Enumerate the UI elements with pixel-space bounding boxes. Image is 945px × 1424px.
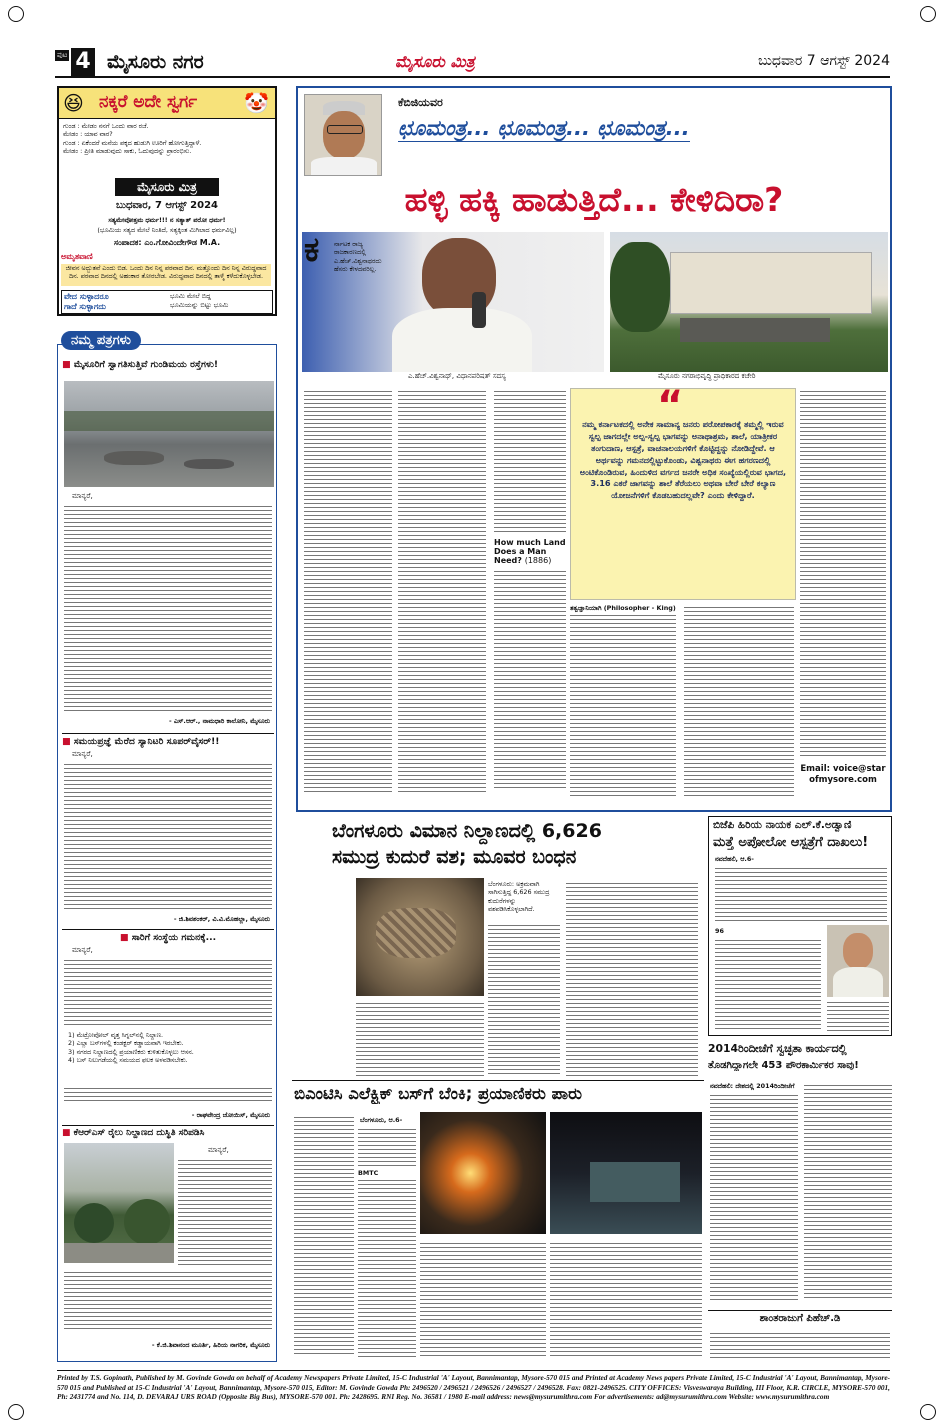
advani-story (708, 816, 892, 1036)
columnist-portrait (304, 94, 382, 176)
sanitation-dateline: ನವದೆಹಲಿ: ದೇಶದಲ್ಲಿ 2014ರಿಂದೀಚೆಗೆ (710, 1082, 795, 1090)
muda-office-photo (610, 232, 888, 372)
road-potholes-photo (64, 381, 274, 487)
railway-station-photo (64, 1143, 174, 1263)
letter-1-title (62, 359, 274, 370)
advani-body-1 (715, 865, 887, 923)
letter-4-title (62, 1125, 274, 1138)
column-series-title: ಛೂಮಂತ್ರ... ಛೂಮಂತ್ರ... ಛೂಮಂತ್ರ... (398, 116, 690, 140)
english-question (494, 538, 566, 565)
column-article (296, 86, 892, 812)
verse-right: ಭೂಮಿ ಮೇಲೆ ಬಿದ್ದ ಭೂಮಿಯನ್ನು ಬಿಟ್ಟು ಭೂಮಿ (170, 292, 229, 309)
bullet-square-icon: ■ (119, 932, 129, 943)
phd-body (710, 1330, 890, 1360)
pull-quote (570, 383, 796, 600)
column-headline: ಹಳ್ಳಿ ಹಕ್ಕಿ ಹಾಡುತ್ತಿದೆ... ಕೇಳಿದಿರಾ? (404, 180, 784, 219)
column-body-6 (800, 388, 886, 758)
page-label: ಪುಟ (57, 51, 68, 59)
registration-mark-icon (920, 6, 936, 22)
airport-headline-2: ಸಮುದ್ರ ಕುದುರೆ ವಶ; ಮೂವರ ಬಂಧನ (332, 846, 577, 868)
letter-3-body-2 (64, 1085, 272, 1107)
motto: ಸತ್ಯಮೇವೋತ್ತಮ ಧರ್ಮ!!! ನ ಸತ್ಯಾತ್ ಪರೋ ಧರ್ಮ! (108, 216, 226, 224)
letter-title-text: ಸಾರಿಗೆ ಸಂಸ್ಥೆಯ ಗಮನಕ್ಕೆ... (131, 932, 217, 943)
column-email: Email: voice@starofmysore.com (800, 764, 886, 786)
philosopher-note: ತತ್ವಜ್ಞಾನಿಯಾಗಿ (Philosopher - King) (570, 604, 676, 612)
airport-body-1 (488, 922, 560, 1076)
dialogue-line: ಗುಂಡ : ಏಕೆಂದರೆ ಮನೆಯ ಪಕ್ಕದ ಹುಡುಗಿ ಊರಿಗೆ ಹೋಗುತ್ತಿದ್ದಾಳೆ. (63, 138, 202, 147)
letter-title-text: ಕೆಆರ್‌ಎಸ್ ರೈಲು ನಿಲ್ದಾಣದ ದುಸ್ಥಿತಿ ಸರಿಪಡಿಸಿ (73, 1128, 205, 1138)
question-text: How much Land Does a Man Need? (494, 538, 566, 565)
letter-4-body (178, 1157, 272, 1267)
laughing-face-icon: 😆 (63, 91, 84, 115)
bus-dateline: ಬೆಂಗಳೂರು, ಆ.6- (360, 1116, 403, 1124)
registration-mark-icon (8, 1404, 24, 1420)
dialogue-line: ಗುಂಡ : ಮೇಡಂ ನನಗೆ ಒಂದು ವಾರ ರಜೆ. (63, 122, 149, 130)
page-number: 4 (71, 48, 95, 76)
airport-headline-1: ಬೆಂಗಳೂರು ವಿಮಾನ ನಿಲ್ದಾಣದಲ್ಲಿ 6,626 (332, 820, 602, 842)
imprint-footer (57, 1370, 890, 1415)
phd-subhead: ಶಾಂತರಾಜುಗೆ ಪಿಹೆಚ್.ಡಿ (708, 1310, 892, 1324)
advani-body-3 (827, 999, 889, 1033)
editor-line: ಸಂಪಾದಕ: ಎಂ.ಗೋವಿಂದೇಗೌಡ M.A. (113, 238, 221, 247)
humour-box (57, 86, 277, 316)
list-item: 3) ನಗರದ ನಿಲ್ದಾಣದಲ್ಲಿ ಪ್ರಯಾಣಿಕರು ಕುಳಿತುಕೊಳ್ಳಲು ಆಸನ. (68, 1047, 194, 1056)
sanitation-body-2 (804, 1082, 892, 1304)
registration-mark-icon (920, 1404, 936, 1420)
bullet-square-icon: ■ (62, 736, 71, 747)
imprint-text: Printed by T.S. Gopinath, Published by M. Govinde Gowda on behalf of Academy Newspapers Private Limited, 15-C Industrial 'A' Layout, Bannimantap, Mysore-570 015 and Printed at Academy News papers Private Limited, 15-C Industrial 'A' Layout, Bannimantap, Mysore-570 015 and Published at 15-C Industrial 'A' Layout, Bannimantap, Mysore-570 015, Editor: M. Govinde Gowda Ph: 2496520 / 2496521 / 2496526 / 2496527 / 2496528. Fax: 0821-2496525. CITY OFFICES: Visveswaraya Building, III Floor, K.R. CIRCLE, MYSORE-570 001, Ph: 2431774 and No. 114, D. DEVARAJ URS ROAD (Opposite Big Bus), MYSORE-570 001. Ph: 2428695. RNI Reg. No. 36581 / 1980 E-mail address: news@mysurumithra.com For advertisements: ad@mysurumithra.com Website: www.mysurumithra.com (57, 1373, 890, 1402)
letter-2-body (64, 761, 272, 911)
nameplate-date: ಬುಧವಾರ, 7 ಆಗಸ್ಟ್ 2024 (116, 200, 218, 211)
quote-text: ನಮ್ಮ ಕರ್ನಾಟಕದಲ್ಲಿ ಅನೇಕ ಸಾಮಾನ್ಯ ಜನರು ಪರೋಪಕಾರಕ್ಕೆ ತಮ್ಮಲ್ಲಿ ಇರುವ ಸ್ವಲ್ಪ ಜಾಗದಲ್ಲೇ ಅಲ್ಪ-ಸ್ವಲ್ಪ ಭಾಗವನ್ನು ಅನಾಥಾಶ್ರಮ, ಶಾಲೆ, ಯಾತ್ರೀಕರ ತಂಗುದಾಣ, ಆಸ್ಪತ್ರೆ, ವಾಚನಾಲಯಗಳಿಗೆ ಕೊಟ್ಟಿದ್ದನ್ನು ನೋಡಿದ್ದೇವೆ. ಆ ಅರ್ಥವನ್ನು ಗಮನದಲ್ಲಿಟ್ಟುಕೊಂಡು, ವಿಶ್ವನಾಥರು ಈಗ ಹಗರಣದಲ್ಲಿ ಅಂಟಿಕೊಂಡಿರುವ, ಹಿಂದುಳಿದ ವರ್ಗದ ಜನರೇ ಅಧಿಕ ಸಂಖ್ಯೆಯಲ್ಲಿರುವ ಭಾಗದ, 3.16 ಎಕರೆ ಜಾಗವನ್ನು ಶಾಲೆ ತೆರೆಯಲು ಅಥವಾ ಬೇರೆ ಬೇರೆ ಕಲ್ಯಾಣ ಯೋಜನೆಗಳಿಗೆ ಕೊಡಬಹುದಲ್ಲವೇ? ಎಂದು ಕೇಳಿದ್ದಾರೆ. (579, 419, 787, 501)
advani-dateline: ನವದೆಹಲಿ, ಆ.6- (715, 855, 754, 863)
letter-4-salutation: ಮಾನ್ಯರೆ, (208, 1145, 229, 1154)
paper-nameplate: ಮೈಸೂರು ಮಿತ್ರ (115, 178, 219, 196)
column-body-1 (304, 388, 392, 798)
letter-3-salutation: ಮಾನ್ಯರೆ, (72, 945, 93, 954)
bus-body-3 (420, 1240, 546, 1358)
advani-age: 96 (715, 927, 724, 935)
bus-fire-photo-left (420, 1112, 546, 1234)
dialogue-line: ಮೇಡಂ : ಯಾವ ವಾರ? (63, 130, 113, 139)
bullet-square-icon: ■ (62, 359, 71, 370)
letter-1-signature: - ಎಸ್.ಆರ್., ನಾಮಧಾರಿ ಕಾಲೋನಿ, ಮೈಸೂರು (168, 717, 270, 725)
bmtc-label: BMTC (358, 1169, 379, 1177)
sanitation-headline-1: 2014ರಿಂದೀಚೆಗೆ ಸ್ವಚ್ಛತಾ ಕಾರ್ಯದಲ್ಲಿ (708, 1042, 847, 1055)
letters-section-title: ನಮ್ಮ ಪತ್ರಗಳು (61, 331, 141, 350)
bus-body-1 (294, 1114, 354, 1358)
column-byline: ಕೆಬಿಜಿಯವರ (398, 96, 443, 109)
sanitation-headline-2: ತೊಡಗಿದ್ದಾಗಲೇ 453 ಪೌರಕಾರ್ಮಿಕರ ಸಾವು! (708, 1060, 859, 1071)
humour-header (59, 88, 275, 119)
registration-mark-icon (8, 6, 24, 22)
column-body-5 (684, 604, 794, 798)
amruta-title: ಅಮೃತವಾಣಿ (61, 252, 93, 261)
motto-translation: (ಭೂಮಿಯ ಸತ್ಯದ ಮೇಲೆ ನಿಂತಿದೆ, ಸತ್ಯಕ್ಕಿಂತ ಮಿಗಿಲಾದ ಧರ್ಮವಿಲ್ಲ) (97, 226, 237, 234)
letter-3-points (68, 1031, 272, 1064)
column-body-4 (570, 604, 676, 798)
photo-caption: ಎ.ಹೆಚ್.ವಿಶ್ವನಾಥ್, ವಿಧಾನಪರಿಷತ್ ಸದಸ್ಯ (408, 372, 506, 380)
letter-3-signature: - ರಾಘವೇಂದ್ರ ಜೋಯಿಸ್, ಮೈಸೂರು (191, 1111, 270, 1119)
letter-title-text: ಮೈಸೂರಿಗೆ ಸ್ವಾಗತಿಸುತ್ತಿವೆ ಗುಂಡಿಮಯ ರಸ್ತೆಗಳು! (73, 359, 219, 370)
humour-title: ನಕ್ಕರೆ ಅದೇ ಸ್ವರ್ಗ (99, 92, 198, 112)
bullet-square-icon: ■ (62, 1128, 71, 1138)
column-body-3 (494, 388, 566, 798)
letter-4-body-2 (64, 1269, 272, 1329)
list-item: 4) ಬಸ್ ನಿಲುಗಡೆಯಲ್ಲಿ ಸಮಯದ ಫಲಕ ಅಳವಡಿಸಬೇಕು. (68, 1055, 188, 1064)
letter-2-signature: - ಜಿ.ಶಿವಶಂಕರ್, ವಿ.ವಿ.ಮೊಹಲ್ಲಾ, ಮೈಸೂರು (173, 915, 270, 923)
bus-fire-photo-right (550, 1112, 702, 1234)
amruta-text: ಜೀವನ ಅದ್ಭುತವೆ ಎಂದು ಬಿಡ. ಒಂದು ದಿನ ನಿನ್ನ ಪರವಾದ ದಿನ. ಮತ್ತೊಂದು ದಿನ ನಿನ್ನ ವಿರುದ್ಧವಾದ ದಿನ. ಪರವಾದ ದಿನದಲ್ಲಿ ಅಹಂಕಾರ ತೋರಬೇಡ. ವಿರುದ್ಧವಾದ ದಿನದಲ್ಲಿ ತಾಳ್ಮೆ ಕಳೆದುಕೊಳ್ಳಬೇಡ. (61, 264, 271, 286)
humour-dialogue (63, 122, 273, 155)
sanitation-body-1 (710, 1092, 798, 1304)
letter-1-salutation: ಮಾನ್ಯರೆ, (72, 491, 93, 500)
photo-caption: ಮೈಸೂರು ನಗರಾಭಿವೃದ್ಧಿ ಪ್ರಾಧಿಕಾರದ ಕಚೇರಿ (658, 372, 756, 380)
page-date: ಬುಧವಾರ 7 ಆಗಸ್ಟ್ 2024 (758, 53, 890, 69)
letter-3-title (62, 929, 274, 943)
letter-2-salutation: ಮಾನ್ಯರೆ, (72, 749, 93, 758)
letters-section (57, 333, 277, 1362)
dialogue-line: ಮೇಡಂ : ಪ್ರೀತಿ ಮಾಡುವುದು ಸಾಕು, ಓದುವುದನ್ನು ಪ್ರಾರಂಭಿಸು. (63, 146, 192, 155)
bus-story (292, 1084, 704, 1362)
advani-headline-2: ಮತ್ತೆ ಅಪೋಲೋ ಆಸ್ಪತ್ರೆಗೆ ದಾಖಲು! (713, 835, 869, 850)
seahorse-photo (356, 878, 484, 996)
letter-3-body (64, 957, 272, 1027)
column-dropcap: ಕ (304, 230, 320, 270)
column-intro: ರ್ನಾಟಕ ರಾಜ್ಯ ರಾಜಕಾರಣದಲ್ಲಿ ಎ.ಹೆಚ್.ವಿಶ್ವನಾಥರದು ಹೆಸರು ಕೇಳದವರಿಲ್ಲ. (334, 240, 382, 273)
cartoon-icon: 🤡 (244, 91, 269, 115)
bus-body-4 (550, 1240, 702, 1358)
paper-logo: ಮೈಸೂರು ಮಿತ್ರ (395, 52, 475, 71)
quote-mark-icon: “ (657, 383, 684, 429)
question-year: (1886) (524, 556, 552, 565)
column-body-2 (398, 388, 486, 798)
bus-headline: ಬಿಎಂಟಿಸಿ ಎಲೆಕ್ಟ್ರಿಕ್ ಬಸ್‌ಗೆ ಬೆಂಕಿ; ಪ್ರಯಾಣಿಕರು ಪಾರು (294, 1084, 583, 1103)
letter-2-title (62, 733, 274, 747)
list-item: 1) ಮೆಟ್ರೋಪೋಲ್ ವೃತ್ತ ಸಿಗ್ನಲ್‌ನಲ್ಲಿ ನಿಲ್ದಾಣ. (68, 1031, 164, 1039)
airport-lead: ಬೆಂಗಳೂರು: ಅಕ್ರಮವಾಗಿ ಸಾಗಿಸುತ್ತಿದ್ದ 6,626 ಸಮುದ್ರ ಕುದುರೆಗಳನ್ನು ವಶಪಡಿಸಿಕೊಳ್ಳಲಾಗಿದೆ. (488, 880, 550, 913)
bus-body-2 (358, 1126, 416, 1358)
advani-headline-1: ಬಿಜೆಪಿ ಹಿರಿಯ ನಾಯಕ ಎಲ್.ಕೆ.ಅಡ್ವಾಣಿ (713, 819, 852, 831)
section-name: ಮೈಸೂರು ನಗರ (107, 51, 204, 73)
masthead (55, 48, 890, 78)
verse-left: ವೇದ ಸುಳ್ಳಾದರೂ ಗಾದೆ ಸುಳ್ಳಾಗದು (64, 292, 109, 311)
advani-body-2 (715, 937, 821, 1033)
advani-photo (827, 925, 889, 997)
letter-title-text: ಸಮಯಪ್ರಜ್ಞೆ ಮೆರೆದ ಸ್ಯಾನಿಟರಿ ಸೂಪರ್‌ವೈಸರ್!! (73, 736, 220, 747)
letter-1-body (64, 503, 272, 713)
airport-body-2 (356, 1000, 484, 1076)
list-item: 2) ಎಲ್ಲಾ ಬಸ್‌ಗಳಲ್ಲಿ ಕಂಡಕ್ಟರ್ ಕಡ್ಡಾಯವಾಗಿ ಇರಬೇಕು. (68, 1039, 184, 1048)
verse-box (61, 290, 273, 314)
letter-4-signature: - ಕೆ.ಜಿ.ಶಿವಾನಂದ ಮೂರ್ತಿ, ಹಿರಿಯ ನಾಗರಿಕ, ಮೈಸೂರು (151, 1341, 270, 1349)
airport-body-3 (566, 880, 698, 1076)
sanitation-story (708, 1040, 892, 1362)
airport-story (292, 818, 704, 1081)
